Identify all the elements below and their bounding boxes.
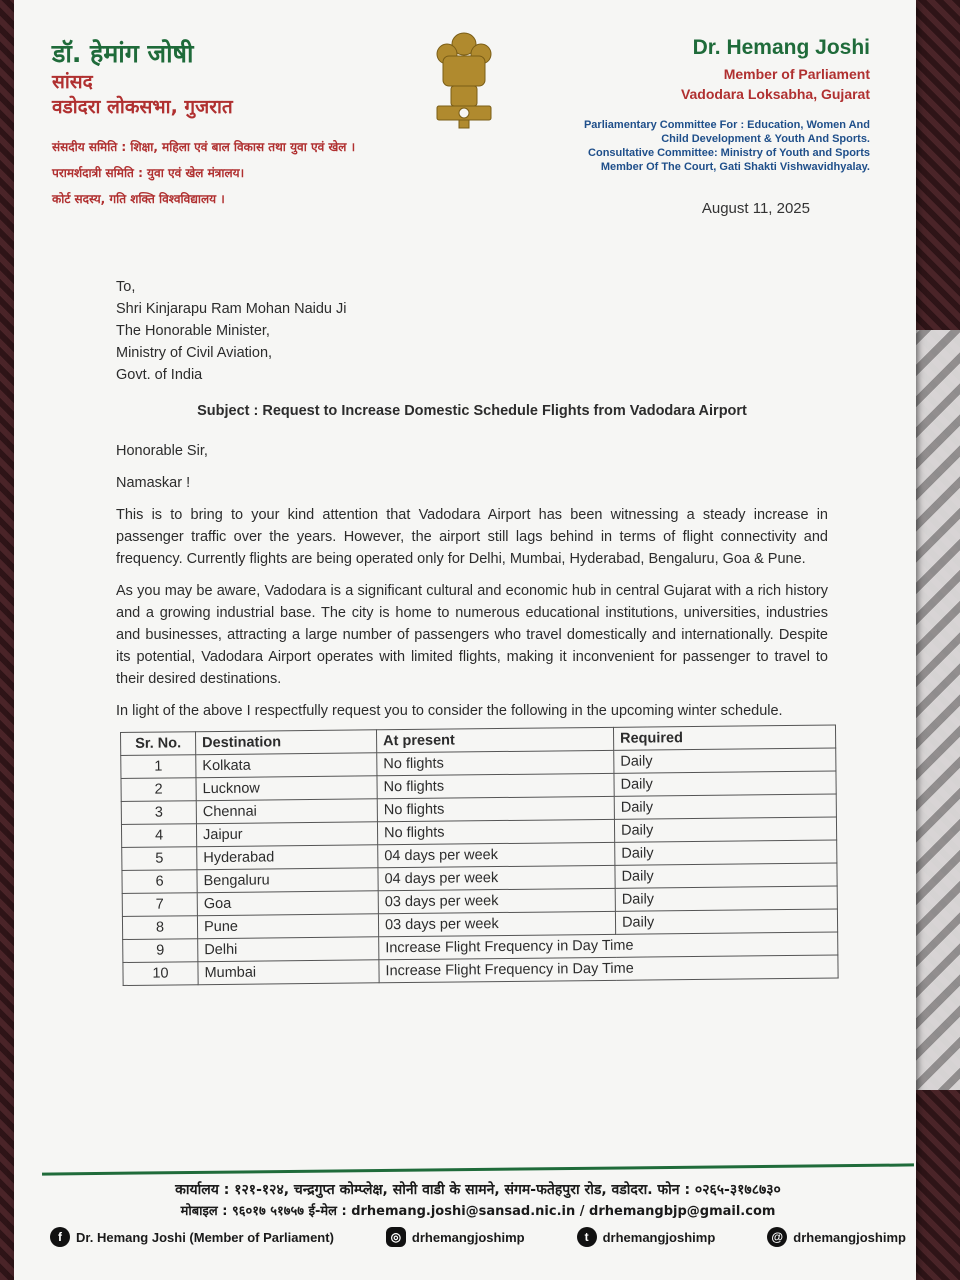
hindi-title: सांसद [52, 71, 93, 93]
office-address: कार्यालय : १२१-१२४, चन्द्रगुप्त कोम्प्लेक्ष, सोनी वाडी के सामने, संगम-फतेहपुरा रोड, वडोदरा. फोन : ०२६५-३१७८७३० [175, 1182, 781, 1198]
cell-destination: Goa [197, 891, 378, 916]
hindi-name: डॉ. हेमांग जोषी [52, 39, 194, 68]
address-line: Govt. of India [116, 367, 203, 383]
english-committee-line: Consultative Committee: Ministry of Youth and Sports [588, 147, 870, 159]
contact-details: मोबाइल : ९६०१७ ५१७५७ ई-मेल : drhemang.joshi@sansad.nic.in / drhemangbjp@gmail.com [180, 1204, 776, 1219]
english-committee-line: Child Development & Youth And Sports. [661, 133, 870, 145]
hindi-committee-line: संसदीय समिति : शिक्षा, महिला एवं बाल विकास तथा युवा एवं खेल । [52, 140, 356, 154]
english-title: Member of Parliament [723, 66, 870, 82]
english-committee-line: Member Of The Court, Gati Shakti Vishwavidhyalay. [600, 161, 870, 173]
cell-required: Daily [615, 863, 837, 888]
body-paragraph: In light of the above I respectfully request you to consider the following in the upcoming winter schedule. [116, 703, 783, 719]
subject-line: Subject : Request to Increase Domestic Schedule Flights from Vadodara Airport [197, 403, 747, 419]
cell-sr-no: 8 [122, 916, 197, 940]
cell-sr-no: 9 [123, 939, 198, 963]
cell-at-present: 03 days per week [378, 911, 615, 936]
body-paragraph: This is to bring to your kind attention that Vadodara Airport has been witnessing a steady increase in passenger traffic over the years. However, the airport still lags behind in terms of flight connectivity and frequency. Currently flights are being operated only for Delhi, Mumbai, Hyderabad, Bengaluru, Goa & Pune. [116, 507, 828, 567]
cell-destination: Mumbai [198, 960, 379, 985]
body-paragraph: As you may be aware, Vadodara is a significant cultural and economic hub in central Gujarat with a rich history and a growing industrial base. The city is home to numerous educational institutions, universities, industries and businesses, attracting a large number of passengers who travel domestically and internationally. Despite its potential, Vadodara Airport operates with limited flights, making it inconvenient for passenger to travel to their desired destinations. [116, 583, 828, 687]
facebook-icon: f [50, 1227, 70, 1247]
address-line: Ministry of Civil Aviation, [116, 345, 273, 361]
threads-link[interactable] [767, 1227, 906, 1247]
cell-sr-no: 10 [123, 962, 198, 986]
instagram-label: drhemangjoshimp [411, 1229, 525, 1245]
cell-sr-no: 3 [121, 801, 196, 825]
header-required: Required [613, 725, 835, 750]
cell-sr-no: 2 [121, 778, 196, 802]
cell-required: Daily [614, 771, 836, 796]
cell-destination: Delhi [198, 937, 379, 962]
address-line: To, [116, 279, 136, 295]
cell-at-present: 04 days per week [378, 865, 615, 890]
cell-at-present: 04 days per week [378, 842, 615, 867]
recipient-address [116, 276, 828, 386]
address-line: Shri Kinjarapu Ram Mohan Naidu Ji [116, 301, 347, 317]
cell-sr-no: 4 [121, 824, 196, 848]
twitter-icon: t [577, 1227, 597, 1247]
letterhead-footer [42, 1178, 914, 1247]
cell-sr-no: 1 [121, 755, 196, 779]
hindi-committee-line: कोर्ट सदस्य, गति शक्ति विश्वविद्यालय । [52, 192, 225, 206]
cell-at-present: 03 days per week [378, 888, 615, 913]
hindi-committee-line: परामर्शदात्री समिति : युवा एवं खेल मंत्रालय। [52, 166, 245, 180]
cell-required: Daily [615, 840, 837, 865]
letter-date: August 11, 2025 [701, 200, 810, 217]
english-committee-line: Parliamentary Committee For : Education, Women And [583, 119, 870, 131]
cell-at-present: Increase Flight Frequency in Day Time [379, 955, 838, 983]
header-at-present: At present [376, 727, 613, 752]
threads-icon: @ [767, 1227, 787, 1247]
cell-at-present: No flights [377, 819, 614, 844]
lion-capital-icon [429, 30, 499, 130]
national-emblem [414, 30, 514, 160]
facebook-link[interactable] [50, 1227, 334, 1247]
cell-at-present: No flights [377, 750, 614, 775]
cell-required: Daily [615, 886, 837, 911]
cell-required: Daily [614, 817, 836, 842]
cell-destination: Bengaluru [197, 868, 378, 893]
instagram-icon: ◎ [386, 1227, 406, 1247]
letter-body [116, 276, 828, 986]
cell-destination: Lucknow [196, 776, 377, 801]
header-destination: Destination [196, 730, 377, 755]
cell-required: Daily [615, 909, 837, 934]
cell-destination: Kolkata [196, 753, 377, 778]
cell-sr-no: 5 [122, 847, 197, 871]
cell-at-present: No flights [377, 773, 614, 798]
cell-destination: Hyderabad [197, 845, 378, 870]
flight-schedule-table [120, 725, 839, 986]
letter-page [14, 0, 916, 1280]
greeting: Namaskar ! [116, 475, 191, 491]
hindi-constituency: वडोदरा लोकसभा, गुजरात [52, 96, 233, 118]
twitter-label: drhemangjoshimp [602, 1229, 716, 1245]
cell-at-present: Increase Flight Frequency in Day Time [379, 932, 838, 960]
english-constituency: Vadodara Loksabha, Gujarat [680, 86, 870, 102]
cell-destination: Pune [197, 914, 378, 939]
header-sr-no: Sr. No. [121, 732, 196, 756]
cell-destination: Jaipur [196, 822, 377, 847]
cell-required: Daily [614, 748, 836, 773]
cell-sr-no: 7 [122, 893, 197, 917]
english-name: Dr. Hemang Joshi [692, 36, 870, 59]
letterhead-hindi [52, 38, 432, 212]
social-links [42, 1227, 914, 1247]
cell-destination: Chennai [196, 799, 377, 824]
cell-sr-no: 6 [122, 870, 197, 894]
facebook-label: Dr. Hemang Joshi (Member of Parliament) [76, 1229, 334, 1245]
twitter-link[interactable] [577, 1227, 716, 1247]
threads-label: drhemangjoshimp [793, 1229, 906, 1245]
address-line: The Honorable Minister, [116, 323, 270, 339]
salutation: Honorable Sir, [116, 443, 208, 459]
letterhead-english [510, 34, 870, 174]
instagram-link[interactable] [386, 1227, 525, 1247]
cell-at-present: No flights [377, 796, 614, 821]
cell-required: Daily [614, 794, 836, 819]
footer-divider [42, 1163, 914, 1175]
